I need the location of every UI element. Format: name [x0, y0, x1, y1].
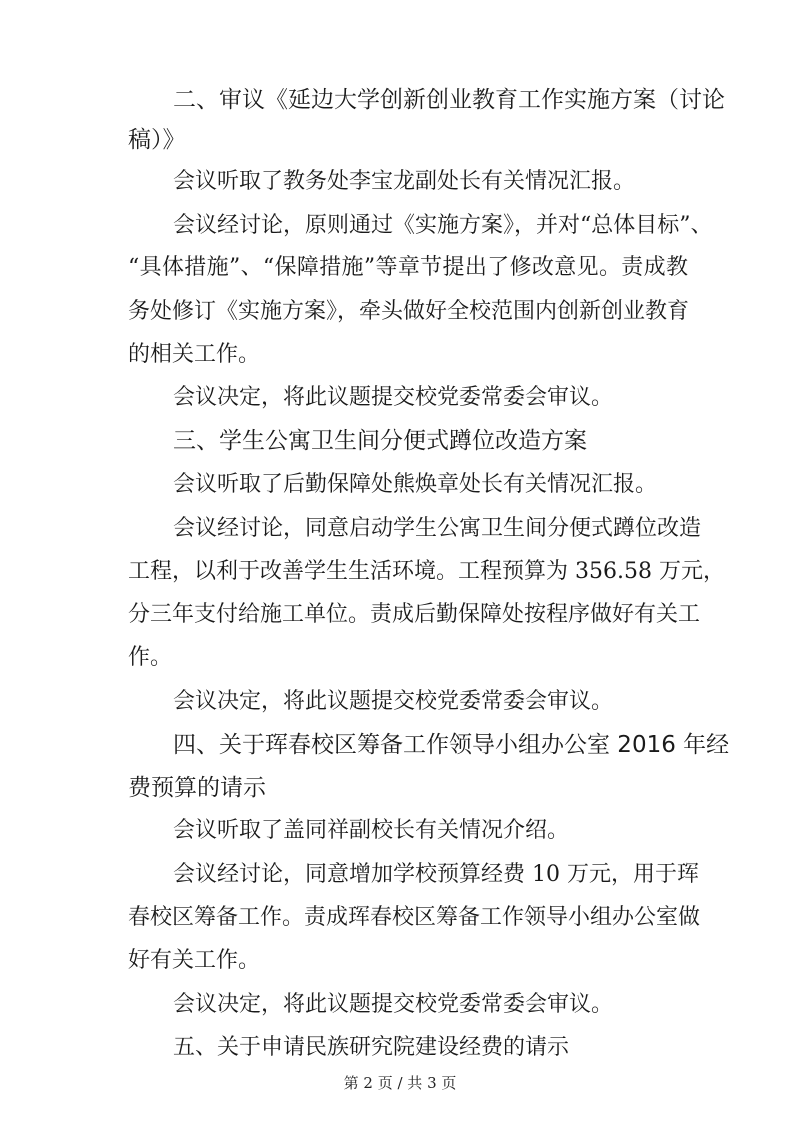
- paragraph-line: 会议听取了盖同祥副校长有关情况介绍。: [173, 818, 570, 843]
- section-heading: 三、学生公寓卫生间分便式蹲位改造方案: [173, 428, 587, 454]
- paragraph-line: 会议听取了教务处李宝龙副处长有关情况汇报。: [173, 169, 636, 194]
- paragraph-line: 的相关工作。: [128, 342, 261, 367]
- section-heading-continuation: 费预算的请示: [128, 775, 266, 801]
- section-heading: 四、关于珲春校区筹备工作领导小组办公室 2016 年经: [173, 732, 730, 758]
- paragraph-line: 作。: [128, 645, 173, 670]
- section-heading: 五、关于申请民族研究院建设经费的请示: [173, 1035, 570, 1060]
- paragraph-line: 会议经讨论，同意启动学生公寓卫生间分便式蹲位改造: [173, 516, 702, 541]
- paragraph-line: 分三年支付给施工单位。责成后勤保障处按程序做好有关工: [128, 602, 701, 627]
- paragraph-line: “具体措施”、“保障措施”等章节提出了修改意见。责成教: [128, 255, 688, 280]
- paragraph-line: 会议经讨论，同意增加学校预算经费 10 万元，用于珲: [173, 862, 699, 887]
- section-heading-continuation: 稿）》: [128, 127, 186, 153]
- paragraph-line: 务处修订《实施方案》，牵头做好全校范围内创新创业教育: [128, 299, 690, 324]
- paragraph-line: 会议决定，将此议题提交校党委常委会审议。: [173, 992, 614, 1017]
- paragraph-line: 好有关工作。: [128, 948, 261, 973]
- paragraph-line: 会议经讨论，原则通过《实施方案》，并对“总体目标”、: [173, 213, 713, 238]
- paragraph-line: 会议决定，将此议题提交校党委常委会审议。: [173, 689, 614, 714]
- paragraph-line: 会议决定，将此议题提交校党委常委会审议。: [173, 385, 614, 410]
- paragraph-line: 春校区筹备工作。责成珲春校区筹备工作领导小组办公室做: [128, 905, 701, 930]
- paragraph-line: 工程，以利于改善学生生活环境。工程预算为 356.58 万元，: [128, 559, 725, 584]
- page-number-footer: 第 2 页 / 共 3 页: [343, 1074, 457, 1092]
- paragraph-line: 会议听取了后勤保障处熊焕章处长有关情况汇报。: [173, 472, 658, 497]
- section-heading: 二、审议《延边大学创新创业教育工作实施方案（讨论: [173, 87, 725, 113]
